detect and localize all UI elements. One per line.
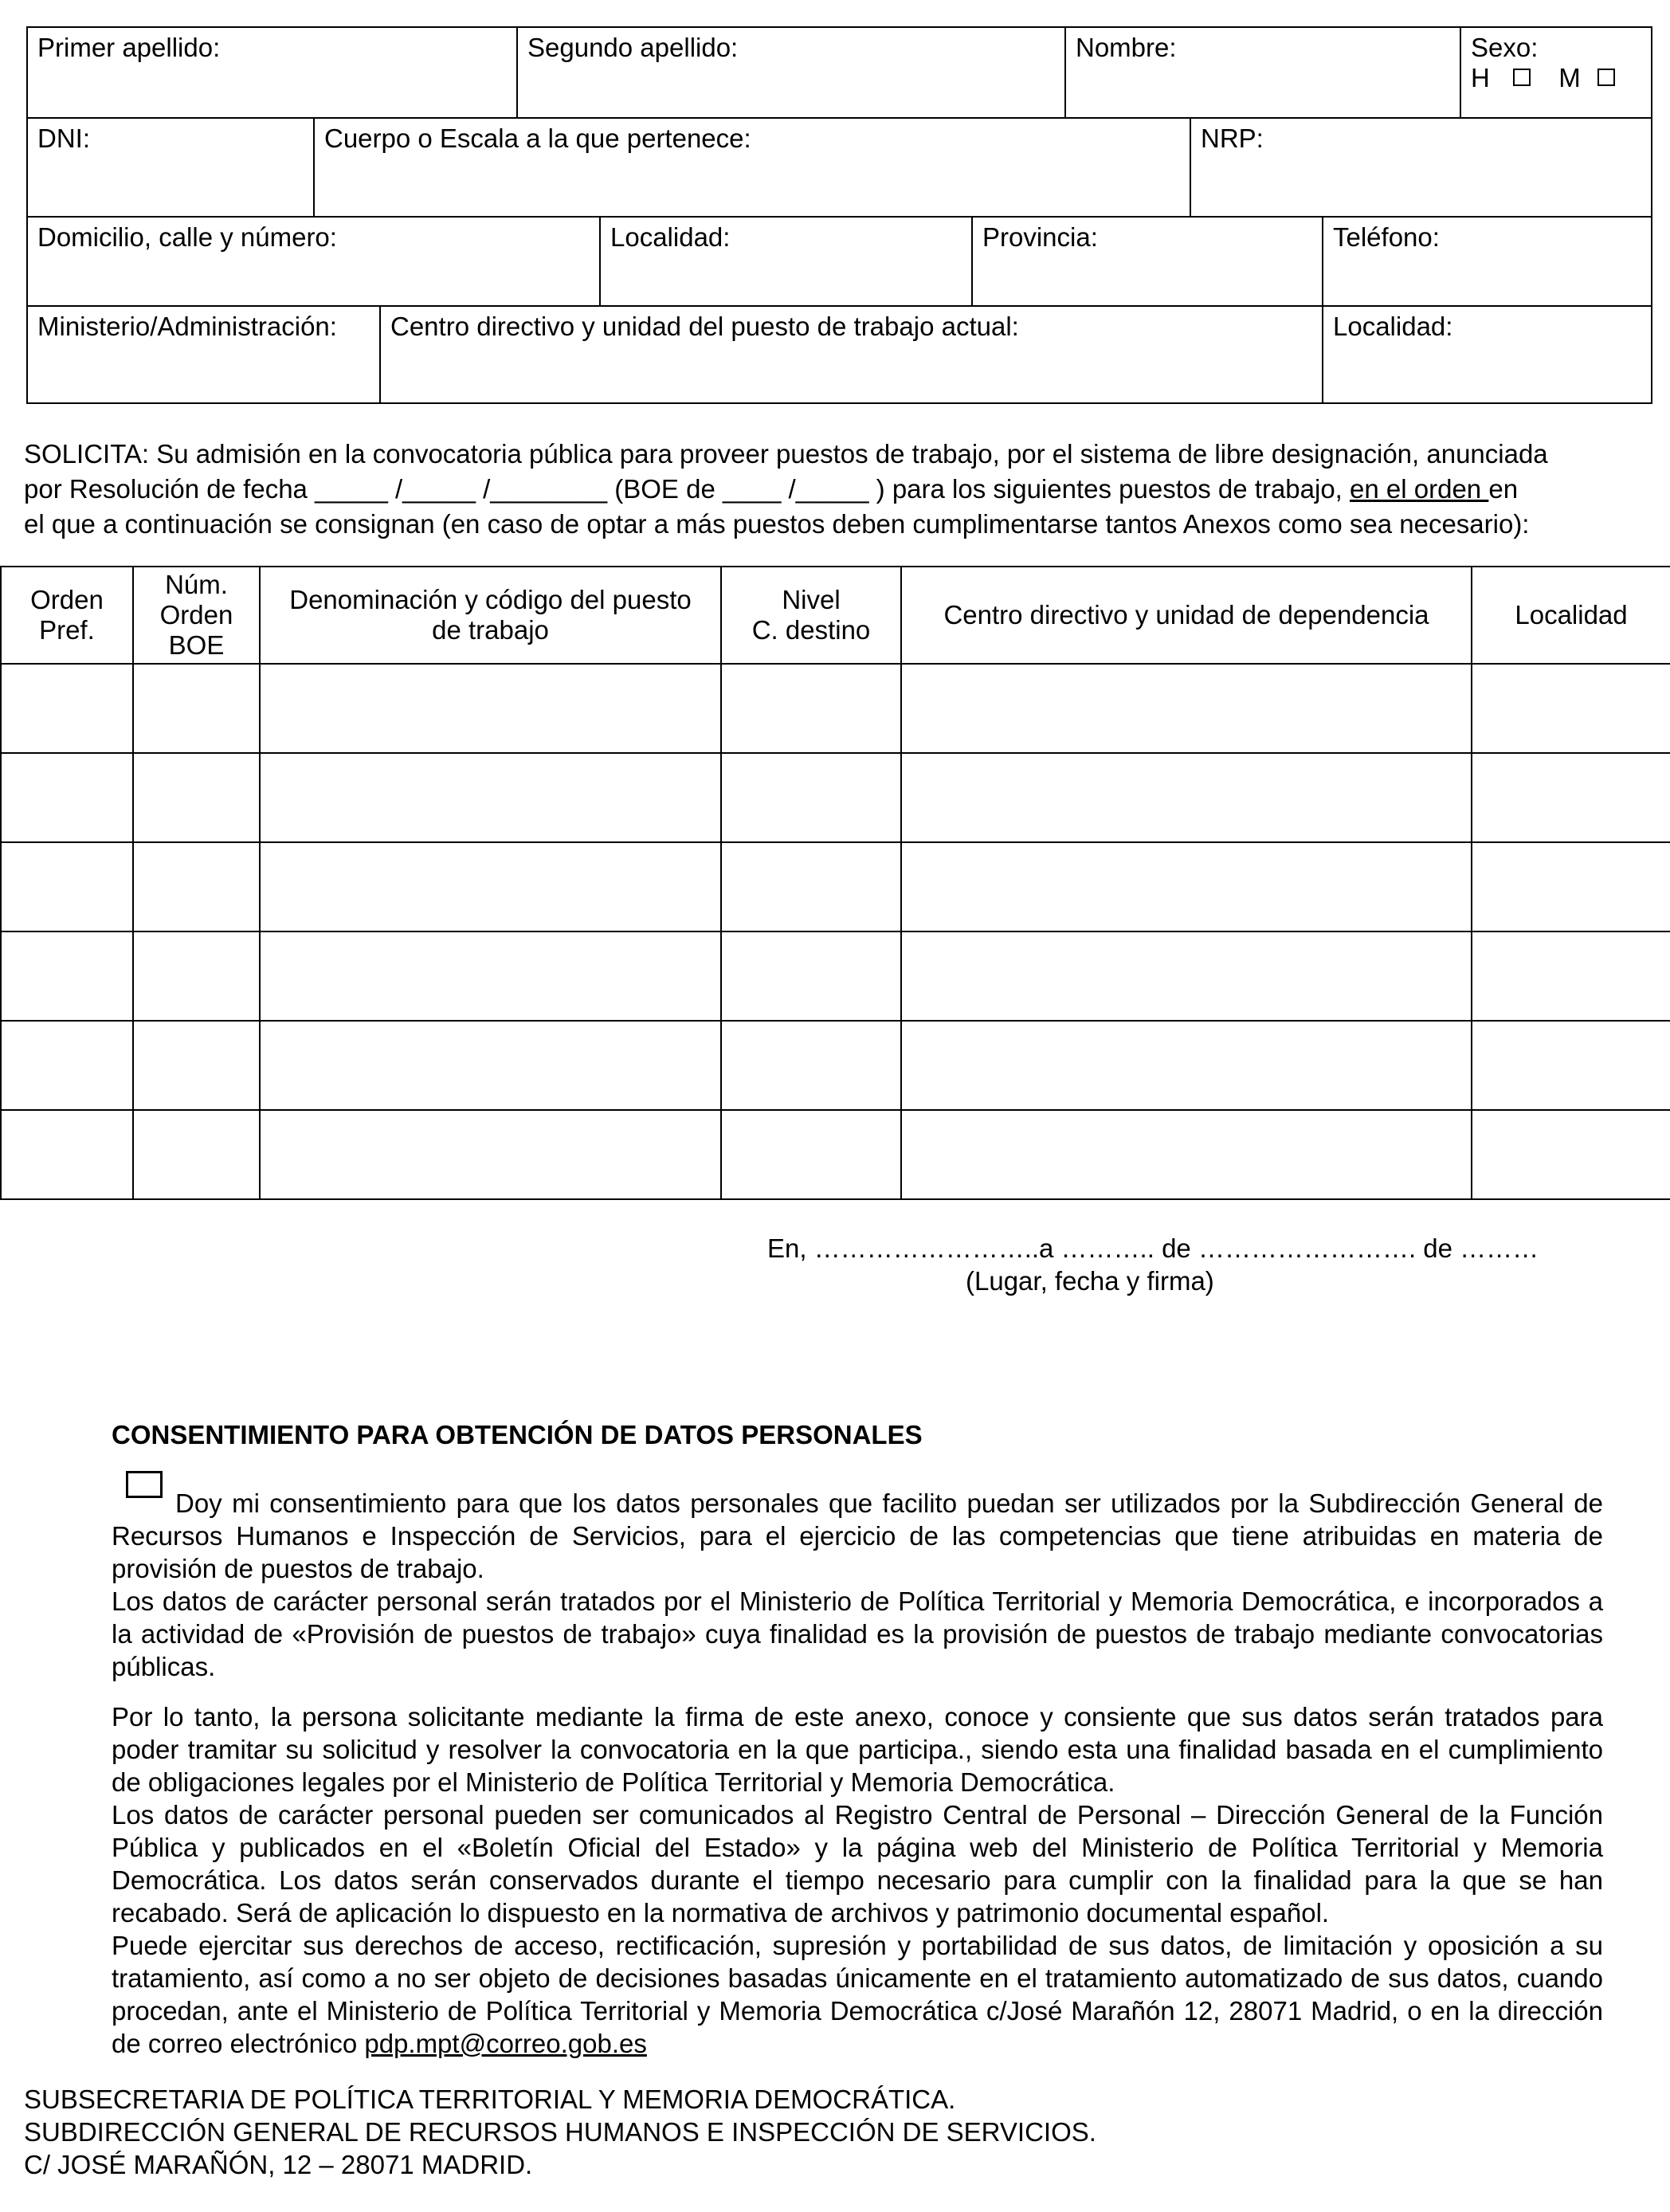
col-num-orden-boe xyxy=(133,567,260,664)
table-row xyxy=(1,664,1670,753)
sexo-h-label: H xyxy=(1471,63,1490,92)
table-cell[interactable] xyxy=(901,931,1472,1021)
col-orden-pref-label: Orden Pref. xyxy=(30,585,104,645)
footer-line-3: C/ JOSÉ MARAÑÓN, 12 – 28071 MADRID. xyxy=(24,2150,533,2179)
consent-email-link[interactable]: pdp.mpt@correo.gob.es xyxy=(364,2029,647,2058)
table-cell[interactable] xyxy=(901,753,1472,842)
positions-table xyxy=(0,566,1670,1200)
table-cell[interactable] xyxy=(133,664,260,753)
footer-line-1: SUBSECRETARIA DE POLÍTICA TERRITORIAL Y MEMORIA DEMOCRÁTICA. xyxy=(24,2085,956,2114)
table-cell[interactable] xyxy=(721,1021,901,1110)
segundo-apellido-field[interactable] xyxy=(516,26,1066,119)
table-cell[interactable] xyxy=(721,753,901,842)
nombre-field[interactable] xyxy=(1064,26,1461,119)
centro-directivo-field[interactable] xyxy=(379,305,1323,404)
consent-paragraph-5 xyxy=(112,1929,1603,2060)
col-denominacion xyxy=(260,567,721,664)
localidad-puesto-field[interactable] xyxy=(1322,305,1652,404)
ministerio-label: Ministerio/Administración: xyxy=(37,312,337,341)
positions-header-row xyxy=(1,567,1670,664)
table-cell[interactable] xyxy=(901,842,1472,931)
table-cell[interactable] xyxy=(1,753,133,842)
table-cell[interactable] xyxy=(133,1021,260,1110)
nombre-label: Nombre: xyxy=(1076,33,1177,62)
col-localidad-label: Localidad xyxy=(1515,600,1628,629)
domicilio-field[interactable] xyxy=(26,216,601,307)
consent-body xyxy=(112,1487,1603,2060)
consent-paragraph-5-text: Puede ejercitar sus derechos de acceso, rectificación, supresión y portabilidad de sus datos, de limitación y oposición a su tratamiento, así como a no ser objeto de decisiones basadas únicamente en el tratamiento automatizado de sus datos, cuando procedan, ante el Ministerio de Política Territorial y Memoria Democrática c/José Marañón 12, 28071 Madrid, o en la dirección de correo electrónico xyxy=(112,1931,1603,2058)
consent-paragraph-1: Doy mi consentimiento para que los datos personales que facilito puedan ser utilizados por la Subdirección General de Recursos Humanos e Inspección de Servicios, para el ejercicio de las competencias que tiene atribuidas en materia de provisión de puestos de trabajo. xyxy=(112,1488,1603,1583)
nrp-label: NRP: xyxy=(1201,124,1264,153)
table-cell[interactable] xyxy=(260,1110,721,1199)
table-cell[interactable] xyxy=(133,753,260,842)
consent-paragraph-2: Los datos de carácter personal serán tratados por el Ministerio de Política Territorial y Memoria Democrática, e incorporados a la actividad de «Provisión de puestos de trabajo» cuya finalidad es la provisión de puestos de trabajo mediante convocatorias públicas. xyxy=(112,1586,1603,1681)
table-cell[interactable] xyxy=(721,931,901,1021)
segundo-apellido-label: Segundo apellido: xyxy=(527,33,739,62)
solicita-line-3: el que a continuación se consignan (en caso de optar a más puestos deben cumplimentarse tantos Anexos como sea necesario): xyxy=(24,509,1530,539)
provincia-field[interactable] xyxy=(971,216,1323,307)
table-row xyxy=(1,842,1670,931)
solicita-en-el-orden: en el orden xyxy=(1350,474,1489,504)
localidad-domicilio-field[interactable] xyxy=(599,216,973,307)
table-cell[interactable] xyxy=(901,664,1472,753)
consent-paragraph-4: Los datos de carácter personal pueden ser comunicados al Registro Central de Personal – Dirección General de la Función Pública y publicados en el «Boletín Oficial del Estado» y la página web del Ministerio de Política Territorial y Memoria Democrática. Los datos serán conservados durante el tiempo necesario para cumplir con la finalidad para la que se han recabado. Será de aplicación lo dispuesto en la normativa de archivos y patrimonio documental español. xyxy=(112,1800,1603,1928)
solicita-line-2-end: en xyxy=(1488,474,1519,504)
dni-label: DNI: xyxy=(37,124,90,153)
table-row xyxy=(1,1021,1670,1110)
sexo-options xyxy=(1471,63,1641,93)
table-cell[interactable] xyxy=(1,931,133,1021)
sexo-field xyxy=(1460,26,1652,119)
centro-directivo-label: Centro directivo y unidad del puesto de trabajo actual: xyxy=(390,312,1019,341)
primer-apellido-label: Primer apellido: xyxy=(37,33,221,62)
table-cell[interactable] xyxy=(260,1021,721,1110)
table-cell[interactable] xyxy=(1472,1110,1670,1199)
col-centro-directivo-label: Centro directivo y unidad de dependencia xyxy=(943,600,1429,629)
solicita-line-1: SOLICITA: Su admisión en la convocatoria pública para proveer puestos de trabajo, por el sistema de libre designación, anunciada xyxy=(24,439,1548,469)
col-localidad xyxy=(1472,567,1670,664)
dni-field[interactable] xyxy=(26,117,315,218)
table-row xyxy=(1,931,1670,1021)
primer-apellido-field[interactable] xyxy=(26,26,518,119)
table-cell[interactable] xyxy=(721,842,901,931)
provincia-label: Provincia: xyxy=(982,222,1098,252)
table-cell[interactable] xyxy=(1,1021,133,1110)
table-cell[interactable] xyxy=(1,1110,133,1199)
table-cell[interactable] xyxy=(721,1110,901,1199)
table-cell[interactable] xyxy=(1472,753,1670,842)
cuerpo-label: Cuerpo o Escala a la que pertenece: xyxy=(324,124,751,153)
col-num-orden-boe-label: Núm. Orden BOE xyxy=(159,570,233,660)
telefono-label: Teléfono: xyxy=(1333,222,1440,252)
table-cell[interactable] xyxy=(901,1110,1472,1199)
table-cell[interactable] xyxy=(1,842,133,931)
table-cell[interactable] xyxy=(133,1110,260,1199)
table-cell[interactable] xyxy=(260,664,721,753)
signature-line: En, ……………………..a ……….. de ……………………. de ……… xyxy=(767,1233,1539,1263)
table-cell[interactable] xyxy=(260,842,721,931)
solicita-paragraph xyxy=(24,437,1649,542)
table-cell[interactable] xyxy=(133,931,260,1021)
localidad-puesto-label: Localidad: xyxy=(1333,312,1453,341)
table-cell[interactable] xyxy=(260,753,721,842)
footer-address xyxy=(24,2083,1096,2181)
table-row xyxy=(1,1110,1670,1199)
col-nivel-label: Nivel C. destino xyxy=(751,585,871,645)
table-cell[interactable] xyxy=(901,1021,1472,1110)
domicilio-label: Domicilio, calle y número: xyxy=(37,222,337,252)
consent-title: CONSENTIMIENTO PARA OBTENCIÓN DE DATOS PERSONALES xyxy=(112,1420,923,1449)
cuerpo-field[interactable] xyxy=(313,117,1191,218)
table-row xyxy=(1,753,1670,842)
sexo-label: Sexo: xyxy=(1471,33,1539,62)
sexo-m-label: M xyxy=(1558,63,1581,92)
table-cell[interactable] xyxy=(721,664,901,753)
table-cell[interactable] xyxy=(1472,664,1670,753)
col-nivel xyxy=(721,567,901,664)
table-cell[interactable] xyxy=(1472,842,1670,931)
solicita-line-2 xyxy=(24,472,1649,507)
signature-caption: (Lugar, fecha y firma) xyxy=(966,1266,1214,1296)
col-orden-pref xyxy=(1,567,133,664)
solicita-line-2-text: por Resolución de fecha _____ /_____ /________ (BOE de ____ /_____ ) para los siguientes puestos de trabajo, xyxy=(24,474,1351,504)
table-cell[interactable] xyxy=(1472,931,1670,1021)
ministerio-field[interactable] xyxy=(26,305,381,404)
sexo-m-checkbox[interactable] xyxy=(1597,69,1615,86)
col-centro-directivo xyxy=(901,567,1472,664)
table-cell[interactable] xyxy=(133,842,260,931)
sexo-h-checkbox[interactable] xyxy=(1513,69,1531,86)
localidad-domicilio-label: Localidad: xyxy=(610,222,731,252)
table-cell[interactable] xyxy=(1,664,133,753)
footer-line-2: SUBDIRECCIÓN GENERAL DE RECURSOS HUMANOS E INSPECCIÓN DE SERVICIOS. xyxy=(24,2117,1096,2147)
col-denominacion-label: Denominación y código del puesto de trabajo xyxy=(289,585,692,645)
table-cell[interactable] xyxy=(1472,1021,1670,1110)
table-cell[interactable] xyxy=(260,931,721,1021)
telefono-field[interactable] xyxy=(1322,216,1652,307)
consent-paragraph-3: Por lo tanto, la persona solicitante mediante la firma de este anexo, conoce y consiente que sus datos serán tratados para poder tramitar su solicitud y resolver la convocatoria en la que participa., siendo esta una finalidad basada en el cumplimiento de obligaciones legales por el Ministerio de Política Territorial y Memoria Democrática. xyxy=(112,1702,1603,1797)
nrp-field[interactable] xyxy=(1190,117,1652,218)
